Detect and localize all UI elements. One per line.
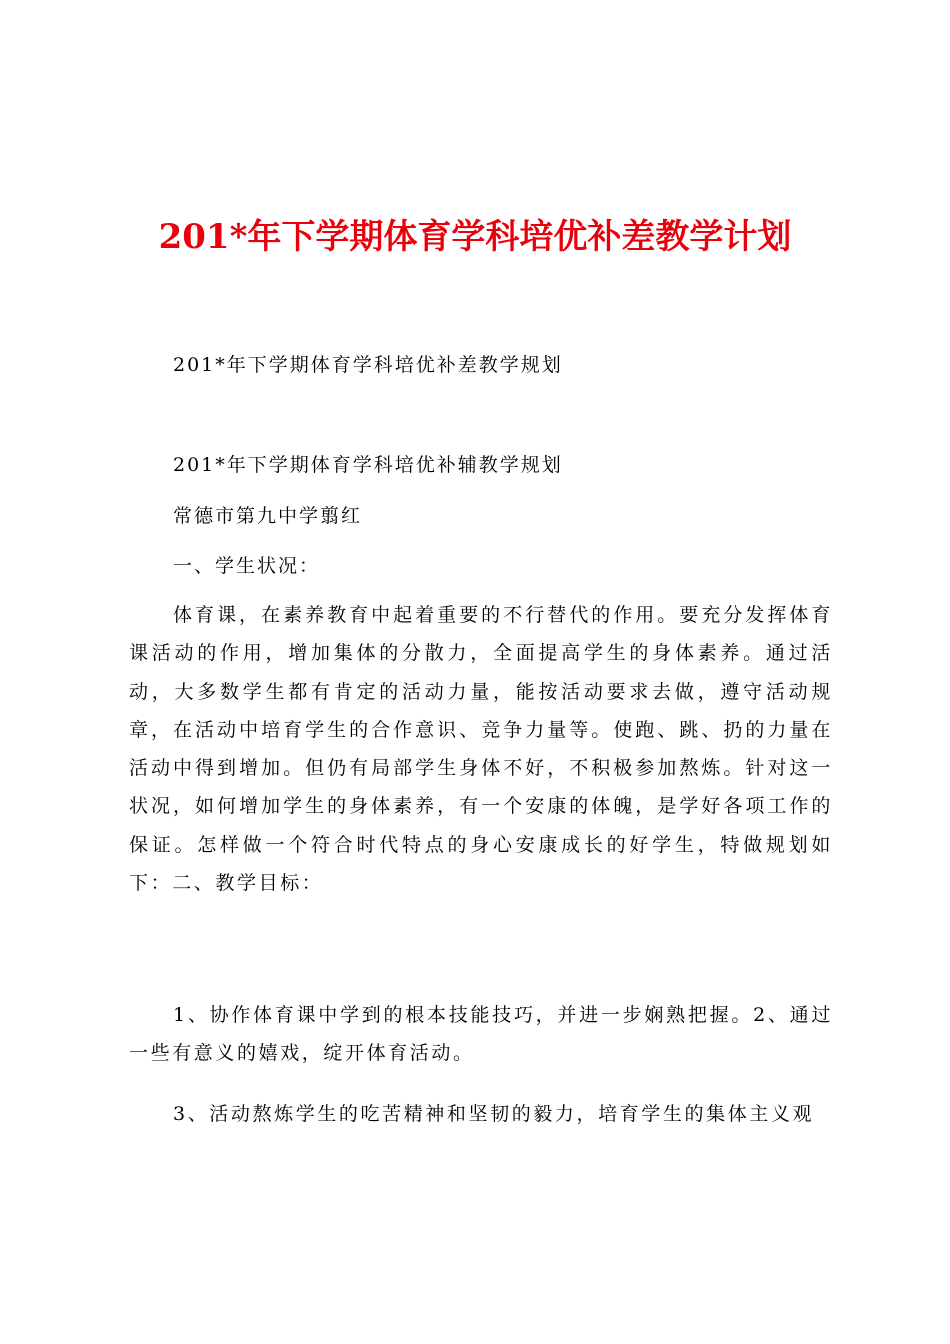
- subtitle-line-2: 201*年下学期体育学科培优补辅教学规划: [173, 454, 563, 476]
- paragraph-goal-1-2: 1、协作体育课中学到的根本技能技巧，并进一步娴熟把握。2、通过一些有意义的嬉戏，绽开体育活动。: [129, 1004, 833, 1065]
- section-heading-students: 一、学生状况：: [173, 555, 321, 577]
- subtitle-line-1: 201*年下学期体育学科培优补差教学规划: [173, 354, 563, 376]
- paragraph-goal-3: 3、活动熬炼学生的吃苦精神和坚韧的毅力，培育学生的集体主义观: [173, 1103, 815, 1125]
- paragraph-student-status: 体育课，在素养教育中起着重要的不行替代的作用。要充分发挥体育课活动的作用，增加集体的分散力，全面提高学生的身体素养。通过活动，大多数学生都有肯定的活动力量，能按活动要求去做，遵守活动规章，在活动中培育学生的合作意识、竞争力量等。使跑、跳、扔的力量在活动中得到增加。但仍有局部学生身体不好，不积极参加熬炼。针对这一状况，如何增加学生的身体素养，有一个安康的体魄，是学好各项工作的保证。怎样做一个符合时代特点的身心安康成长的好学生，特做规划如下：二、教学目标：: [129, 604, 833, 895]
- author-line: 常德市第九中学翦红: [173, 505, 363, 527]
- document-title: 201*年下学期体育学科培优补差教学计划: [158, 217, 792, 257]
